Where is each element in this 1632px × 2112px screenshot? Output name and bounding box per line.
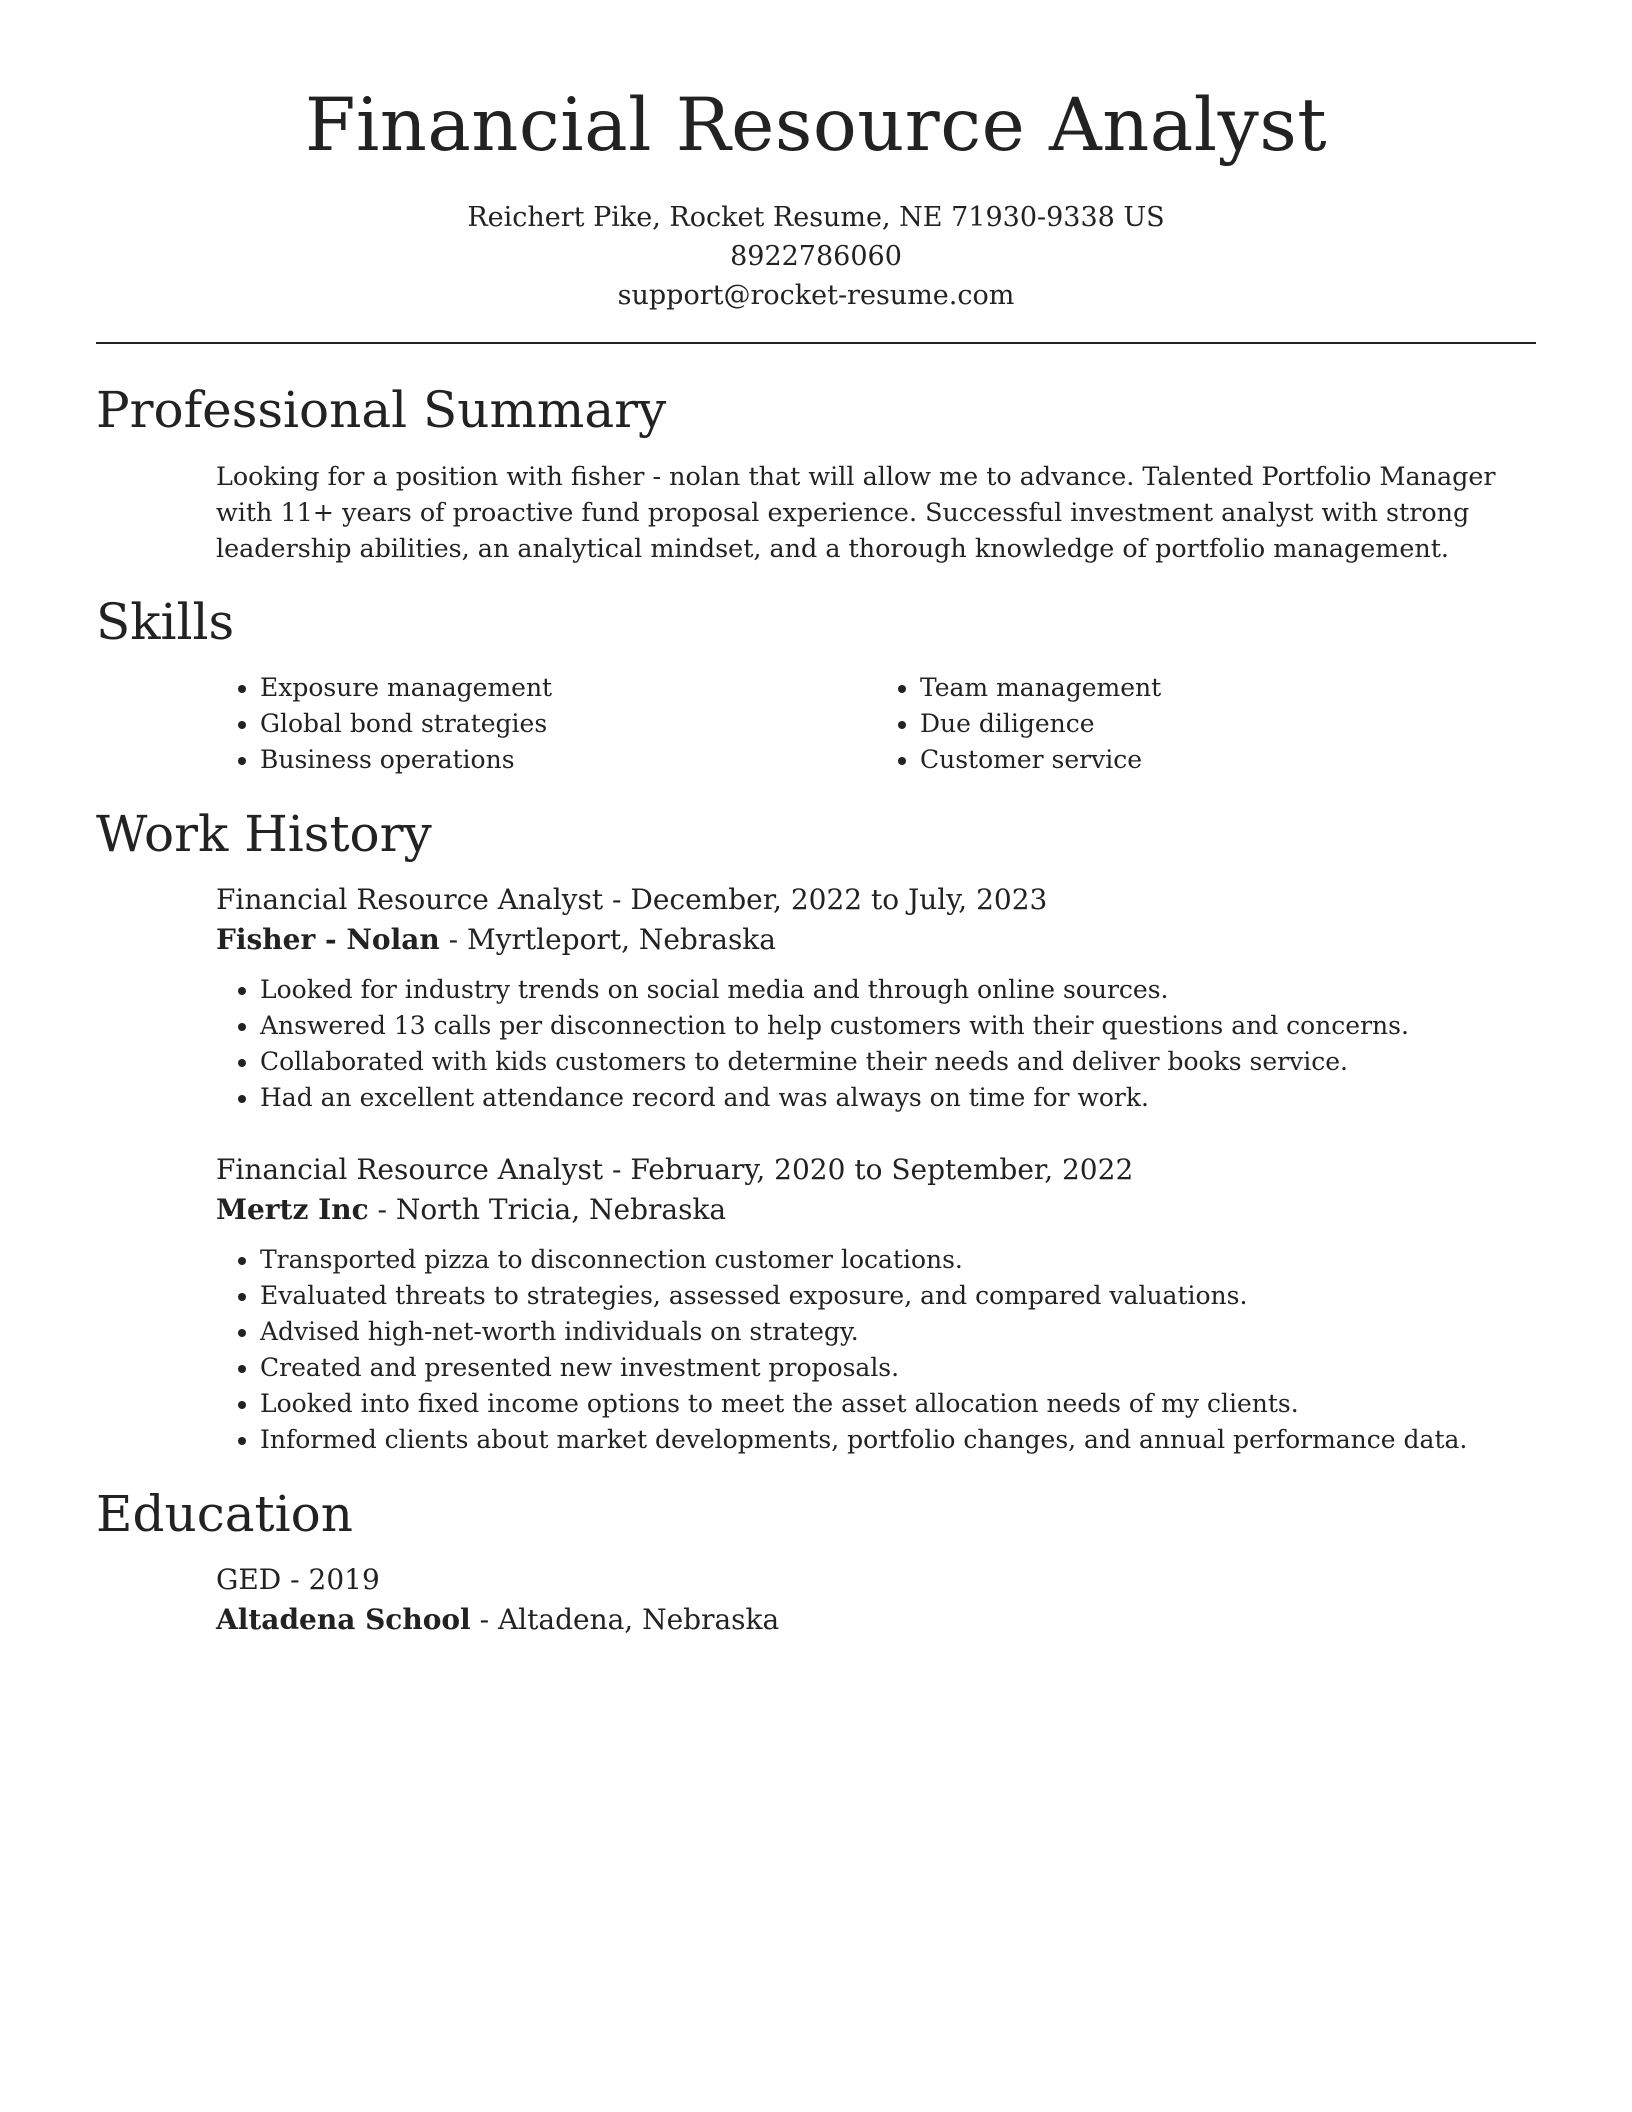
job-bullet: • Informed clients about market developments, portfolio changes, and annual performance data. xyxy=(260,1422,1536,1458)
job-bullets xyxy=(216,972,1536,1116)
job-bullet: • Looked into fixed income options to meet the asset allocation needs of my clients. xyxy=(260,1386,1536,1422)
job-bullet: • Looked for industry trends on social media and through online sources. xyxy=(260,972,1536,1008)
job-position: Financial Resource Analyst xyxy=(216,1153,604,1186)
contact-address: Reichert Pike, Rocket Resume, NE 71930-9338 US xyxy=(467,202,1165,233)
summary-text: Looking for a position with fisher - nolan that will allow me to advance. Talented Portfolio Manager with 11+ years of proactive fund proposal experience. Successful investment analyst with strong leadership abilities, an analytical mindset, and a thorough knowledge of portfolio management. xyxy=(216,461,1496,563)
job-entry xyxy=(216,880,1536,1116)
job-dates: - February, 2020 to September, 2022 xyxy=(603,1153,1134,1186)
header-divider xyxy=(96,342,1536,344)
job-location: - North Tricia, Nebraska xyxy=(368,1193,727,1226)
work-history-heading: Work History xyxy=(96,805,432,863)
job-company-line xyxy=(216,1190,1536,1230)
skills-heading: Skills xyxy=(96,593,235,651)
skill-item: • Business operations xyxy=(260,742,876,778)
education-school: Altadena School xyxy=(216,1603,471,1636)
job-bullet: • Answered 13 calls per disconnection to help customers with their questions and concerns. xyxy=(260,1008,1536,1044)
summary-heading: Professional Summary xyxy=(96,381,667,439)
education-heading: Education xyxy=(96,1485,353,1543)
skill-item: • Exposure management xyxy=(260,670,876,706)
education-entry xyxy=(216,1560,1536,1652)
skill-item: • Due diligence xyxy=(920,706,1536,742)
job-bullet: • Evaluated threats to strategies, assessed exposure, and compared valuations. xyxy=(260,1278,1536,1314)
summary-section xyxy=(216,458,1536,566)
skills-section xyxy=(216,670,1536,778)
skill-item: • Global bond strategies xyxy=(260,706,876,742)
education-school-line xyxy=(216,1600,1536,1640)
contact-phone: 8922786060 xyxy=(730,241,902,272)
job-dates: - December, 2022 to July, 2023 xyxy=(603,883,1048,916)
job-bullet: • Advised high-net-worth individuals on strategy. xyxy=(260,1314,1536,1350)
job-location: - Myrtleport, Nebraska xyxy=(439,923,776,956)
resume-name: Financial Resource Analyst xyxy=(304,83,1328,168)
job-entry xyxy=(216,1150,1536,1458)
education-location: - Altadena, Nebraska xyxy=(470,1603,780,1636)
education-degree: GED - 2019 xyxy=(216,1563,380,1596)
skills-list-left xyxy=(216,670,876,778)
contact-info xyxy=(0,198,1632,315)
job-company: Mertz Inc xyxy=(216,1193,369,1226)
skill-item: • Team management xyxy=(920,670,1536,706)
job-bullet: • Created and presented new investment proposals. xyxy=(260,1350,1536,1386)
job-bullet: • Had an excellent attendance record and was always on time for work. xyxy=(260,1080,1536,1116)
job-title-line xyxy=(216,880,1536,920)
skills-list-right xyxy=(876,670,1536,778)
job-company-line xyxy=(216,920,1536,960)
job-title-line xyxy=(216,1150,1536,1190)
job-bullet: • Collaborated with kids customers to determine their needs and deliver books service. xyxy=(260,1044,1536,1080)
job-position: Financial Resource Analyst xyxy=(216,883,604,916)
skill-item: • Customer service xyxy=(920,742,1536,778)
job-bullet: • Transported pizza to disconnection customer locations. xyxy=(260,1242,1536,1278)
job-bullets xyxy=(216,1242,1536,1458)
job-company: Fisher - Nolan xyxy=(216,923,440,956)
resume-header xyxy=(0,78,1632,315)
contact-email: support@rocket-resume.com xyxy=(617,280,1015,311)
